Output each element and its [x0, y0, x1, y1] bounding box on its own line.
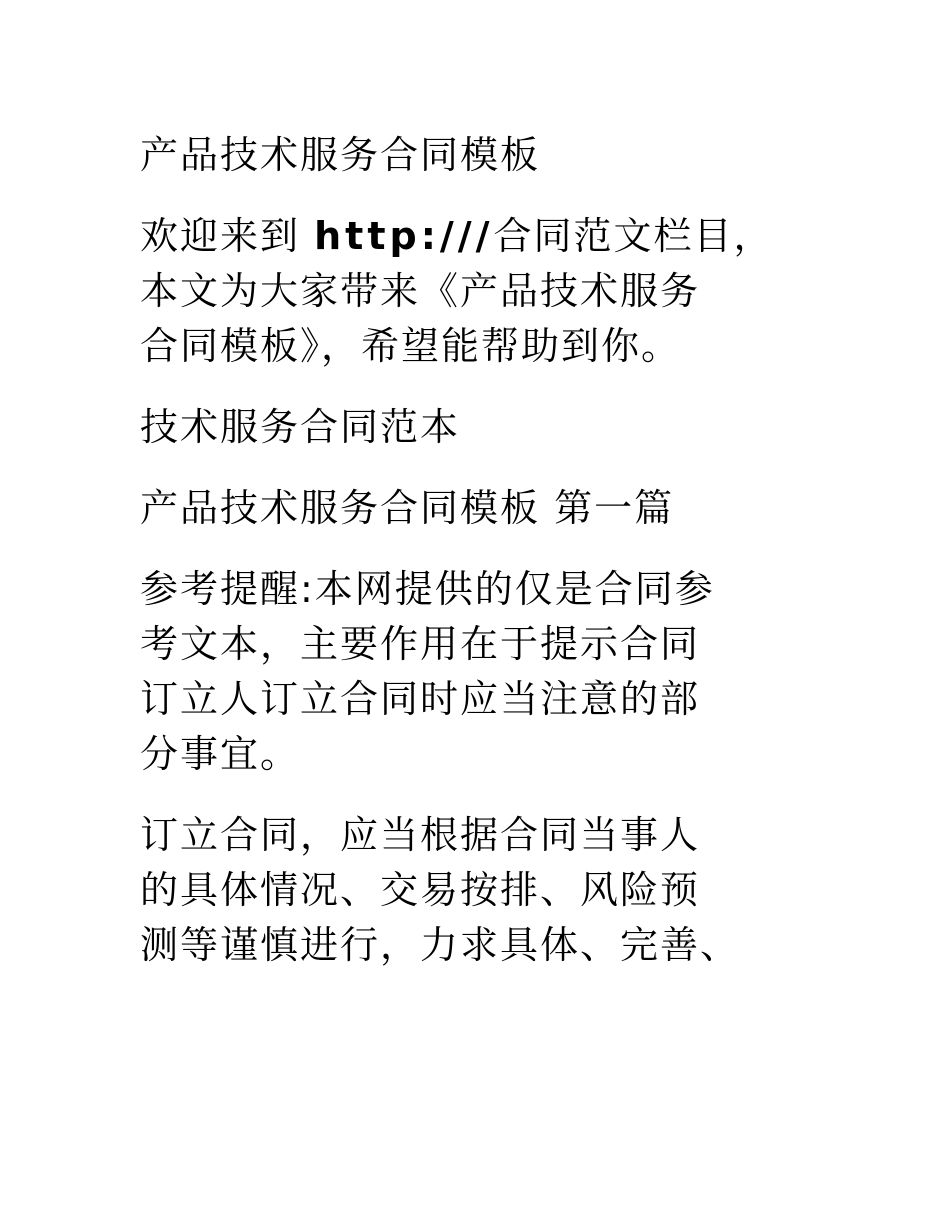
intro-suffix: 合同范文栏目，	[493, 214, 774, 258]
document-page	[140, 128, 840, 999]
heading-line: 产品技术服务合同模板 第一篇	[140, 486, 675, 530]
section-heading-contract-sample	[140, 400, 840, 455]
section-heading-first-article	[140, 481, 840, 536]
reference-reminder-paragraph	[140, 562, 840, 782]
paragraph-line: 的具体情况、交易按排、风险预	[140, 868, 701, 912]
paragraph-line: 测等谨慎进行，力求具体、完善、	[140, 923, 741, 967]
intro-line-2: 本文为大家带来《产品技术服务	[140, 269, 701, 313]
heading-line: 技术服务合同范本	[140, 405, 461, 449]
title-line: 产品技术服务合同模板	[140, 133, 541, 177]
intro-line-1	[140, 209, 840, 264]
paragraph-line: 订立人订立合同时应当注意的部	[140, 677, 701, 721]
intro-url-link[interactable]: http:///	[314, 214, 494, 258]
intro-prefix: 欢迎来到	[140, 214, 301, 258]
paragraph-line: 分事宜。	[140, 732, 301, 776]
document-title	[140, 128, 840, 183]
intro-paragraph	[140, 209, 840, 374]
paragraph-line: 订立合同，应当根据合同当事人	[140, 813, 701, 857]
paragraph-line: 考文本，主要作用在于提示合同	[140, 622, 701, 666]
intro-line-3: 合同模板》，希望能帮助到你。	[140, 324, 682, 368]
contract-guidance-paragraph	[140, 808, 840, 973]
paragraph-line: 参考提醒:本网提供的仅是合同参	[140, 567, 715, 611]
